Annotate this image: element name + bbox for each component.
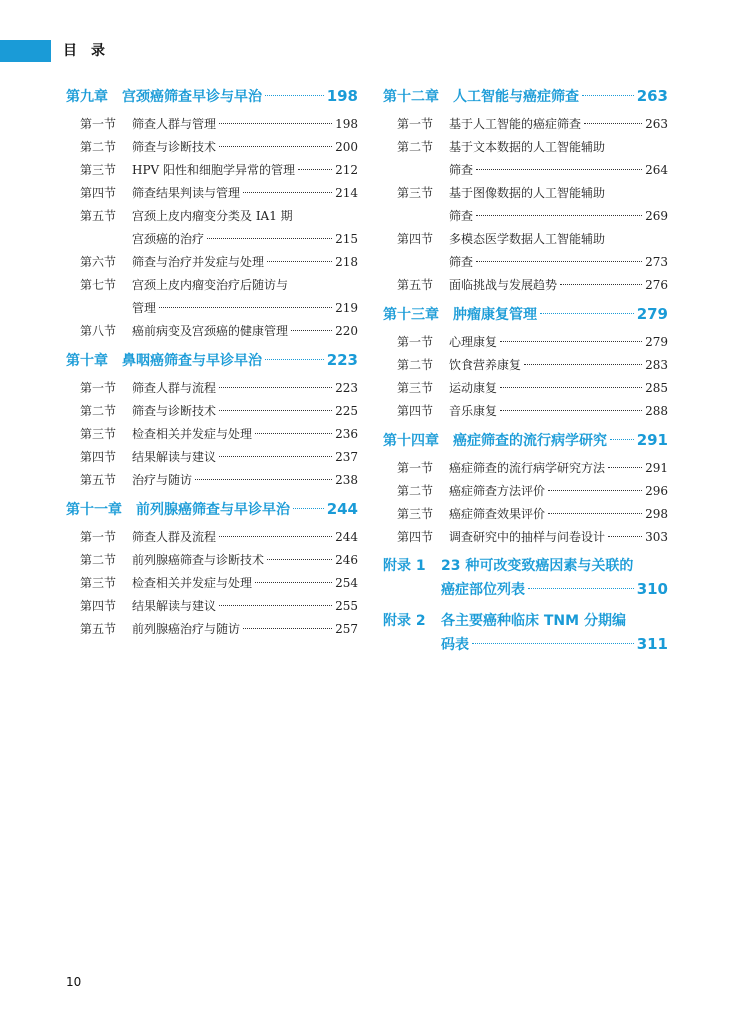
section-entry[interactable] <box>66 446 358 469</box>
leader-dots <box>267 559 332 560</box>
section-line <box>449 377 668 400</box>
section-page: 296 <box>645 484 668 498</box>
section-entry[interactable] <box>383 136 668 182</box>
section-body <box>132 274 358 320</box>
section-page: 288 <box>645 404 668 418</box>
leader-dots <box>293 508 324 509</box>
leader-dots <box>560 284 642 285</box>
section-number: 第五节 <box>80 209 117 223</box>
section-page: 303 <box>645 530 668 544</box>
section-title: 检查相关并发症与处理 <box>132 427 253 441</box>
leader-dots <box>219 387 332 388</box>
leader-dots <box>610 439 634 440</box>
leader-dots <box>219 456 332 457</box>
section-body <box>132 113 358 136</box>
section-title: 筛查结果判读与管理 <box>132 186 241 200</box>
section-body <box>132 526 358 549</box>
leader-dots <box>472 643 634 644</box>
leader-dots <box>548 490 642 491</box>
section-entry[interactable] <box>383 113 668 136</box>
leader-dots <box>528 588 634 589</box>
appendix-number: 附录 1 <box>383 558 426 574</box>
chapter-number: 第十章 <box>66 353 108 369</box>
section-body <box>449 136 668 182</box>
section-title: 多模态医学数据人工智能辅助 <box>449 232 606 246</box>
section-number: 第三节 <box>80 576 117 590</box>
section-line <box>449 274 668 297</box>
chapter-heading[interactable] <box>66 497 358 521</box>
section-title: 筛查与诊断技术 <box>132 140 217 154</box>
section-page: 225 <box>335 404 358 418</box>
section-number: 第二节 <box>397 484 434 498</box>
toc-left-column <box>66 84 358 646</box>
section-page: 200 <box>335 140 358 154</box>
section-page: 291 <box>645 461 668 475</box>
section-line <box>132 159 358 182</box>
section-title: 结果解读与建议 <box>132 599 217 613</box>
leader-dots <box>291 330 332 331</box>
chapter-block <box>66 348 358 492</box>
section-page: 212 <box>335 163 358 177</box>
section-body <box>449 228 668 274</box>
chapter-title: 前列腺癌筛查与早诊早治 <box>136 502 290 518</box>
section-title: 癌症筛查的流行病学研究方法 <box>449 461 606 475</box>
leader-dots <box>540 313 634 314</box>
section-page: 263 <box>645 117 668 131</box>
section-number: 第一节 <box>80 530 117 544</box>
section-body <box>132 595 358 618</box>
section-line <box>132 297 358 320</box>
leader-dots <box>243 628 332 629</box>
section-line <box>132 182 358 205</box>
section-entry[interactable] <box>66 400 358 423</box>
leader-dots <box>500 410 642 411</box>
appendix-title: 码表 <box>441 637 469 653</box>
section-entry[interactable] <box>66 618 358 641</box>
section-line <box>449 400 668 423</box>
section-title: 筛查 <box>449 209 474 223</box>
section-line <box>132 113 358 136</box>
leader-dots <box>265 95 324 96</box>
chapter-page: 279 <box>636 305 668 323</box>
appendix-page: 310 <box>636 580 668 598</box>
section-title: 运动康复 <box>449 381 498 395</box>
toc-right-column <box>383 84 668 665</box>
chapter-title: 人工智能与癌症筛查 <box>453 89 579 105</box>
section-body <box>449 331 668 354</box>
chapter-heading[interactable] <box>383 428 668 452</box>
section-line <box>132 572 358 595</box>
section-entry[interactable] <box>383 400 668 423</box>
section-line <box>132 549 358 572</box>
section-title: 调查研究中的抽样与问卷设计 <box>449 530 606 544</box>
section-number: 第二节 <box>397 358 434 372</box>
section-entry[interactable] <box>383 526 668 549</box>
section-entry[interactable] <box>66 182 358 205</box>
section-body <box>449 503 668 526</box>
section-title: 筛查与诊断技术 <box>132 404 217 418</box>
section-body <box>132 618 358 641</box>
section-entry[interactable] <box>66 469 358 492</box>
leader-dots <box>255 433 332 434</box>
leader-dots <box>608 536 642 537</box>
section-page: 238 <box>335 473 358 487</box>
section-page: 219 <box>335 301 358 315</box>
chapter-title: 鼻咽癌筛查与早诊早治 <box>122 353 262 369</box>
section-title: 筛查人群与管理 <box>132 117 217 131</box>
section-entry[interactable] <box>66 572 358 595</box>
leader-dots <box>243 192 332 193</box>
section-line <box>449 354 668 377</box>
leader-dots <box>476 215 642 216</box>
section-title: HPV 阳性和细胞学异常的管理 <box>132 163 296 177</box>
section-number: 第三节 <box>397 186 434 200</box>
section-body <box>132 251 358 274</box>
section-title: 饮食营养康复 <box>449 358 522 372</box>
leader-dots <box>548 513 642 514</box>
chapter-block <box>66 497 358 641</box>
section-entry[interactable] <box>66 136 358 159</box>
section-entry[interactable] <box>383 331 668 354</box>
section-page: 283 <box>645 358 668 372</box>
chapter-block <box>383 302 668 423</box>
section-page: 264 <box>645 163 668 177</box>
section-line <box>132 274 358 297</box>
section-entry[interactable] <box>66 526 358 549</box>
section-title: 筛查 <box>449 255 474 269</box>
leader-dots <box>500 341 642 342</box>
section-line <box>449 480 668 503</box>
leader-dots <box>207 238 332 239</box>
section-body <box>449 377 668 400</box>
section-title: 宫颈上皮内瘤变治疗后随访与 <box>132 278 289 292</box>
chapter-number: 第九章 <box>66 89 108 105</box>
section-title: 基于文本数据的人工智能辅助 <box>449 140 606 154</box>
section-number: 第三节 <box>397 507 434 521</box>
chapter-page: 244 <box>326 500 358 518</box>
section-line <box>449 205 668 228</box>
section-line <box>132 377 358 400</box>
section-number: 第一节 <box>397 117 434 131</box>
chapter-title: 宫颈癌筛查早诊与早治 <box>122 89 262 105</box>
appendix-body <box>441 555 668 602</box>
leader-dots <box>298 169 332 170</box>
section-page: 237 <box>335 450 358 464</box>
section-body <box>449 457 668 480</box>
section-entry[interactable] <box>66 159 358 182</box>
appendix-title: 癌症部位列表 <box>441 582 525 598</box>
section-line <box>132 618 358 641</box>
section-entry[interactable] <box>383 480 668 503</box>
chapter-number: 第十四章 <box>383 433 439 449</box>
section-title: 结果解读与建议 <box>132 450 217 464</box>
section-body <box>132 159 358 182</box>
section-body <box>132 400 358 423</box>
leader-dots <box>219 410 332 411</box>
section-entry[interactable] <box>383 274 668 297</box>
section-body <box>132 377 358 400</box>
leader-dots <box>219 123 332 124</box>
section-entry[interactable] <box>66 549 358 572</box>
appendix-entry[interactable] <box>383 610 668 657</box>
section-title: 基于图像数据的人工智能辅助 <box>449 186 606 200</box>
section-line <box>132 595 358 618</box>
section-body <box>449 400 668 423</box>
section-line <box>132 446 358 469</box>
chapter-title: 肿瘤康复管理 <box>453 307 537 323</box>
appendix-body <box>441 610 668 657</box>
section-number: 第三节 <box>397 381 434 395</box>
section-number: 第五节 <box>80 473 117 487</box>
section-line <box>132 469 358 492</box>
section-title: 宫颈上皮内瘤变分类及 IA1 期 <box>132 209 293 223</box>
section-page: 285 <box>645 381 668 395</box>
section-line <box>449 136 668 159</box>
section-page: 220 <box>335 324 358 338</box>
chapter-block <box>383 428 668 549</box>
section-title: 筛查人群与流程 <box>132 381 217 395</box>
leader-dots <box>265 359 324 360</box>
section-title: 癌症筛查效果评价 <box>449 507 546 521</box>
section-body <box>449 113 668 136</box>
chapter-title: 癌症筛查的流行病学研究 <box>453 433 607 449</box>
section-entry[interactable] <box>383 228 668 274</box>
appendix-line <box>441 578 668 602</box>
section-line <box>132 423 358 446</box>
appendix-number: 附录 2 <box>383 613 426 629</box>
leader-dots <box>584 123 642 124</box>
appendix-page: 311 <box>636 635 668 653</box>
section-entry[interactable] <box>66 595 358 618</box>
section-page: 218 <box>335 255 358 269</box>
section-entry[interactable] <box>66 113 358 136</box>
chapter-page: 223 <box>326 351 358 369</box>
section-body <box>449 354 668 377</box>
appendix-line <box>441 633 668 657</box>
header-accent-bar <box>0 40 51 62</box>
section-body <box>449 480 668 503</box>
section-line <box>449 113 668 136</box>
section-page: 198 <box>335 117 358 131</box>
leader-dots <box>500 387 642 388</box>
section-page: 298 <box>645 507 668 521</box>
chapter-heading[interactable] <box>383 84 668 108</box>
section-line <box>449 182 668 205</box>
section-line <box>132 400 358 423</box>
page-header-title: 目录 <box>63 43 119 59</box>
section-number: 第六节 <box>80 255 117 269</box>
chapter-number: 第十三章 <box>383 307 439 323</box>
section-number: 第七节 <box>80 278 117 292</box>
chapter-heading[interactable] <box>383 302 668 326</box>
chapter-number: 第十二章 <box>383 89 439 105</box>
leader-dots <box>219 146 332 147</box>
section-body <box>449 274 668 297</box>
section-body <box>132 423 358 446</box>
chapter-page: 198 <box>326 87 358 105</box>
chapter-block <box>66 84 358 343</box>
section-title: 筛查 <box>449 163 474 177</box>
chapter-heading[interactable] <box>66 348 358 372</box>
section-page: 273 <box>645 255 668 269</box>
section-body <box>449 526 668 549</box>
section-number: 第一节 <box>397 335 434 349</box>
section-page: 246 <box>335 553 358 567</box>
leader-dots <box>582 95 634 96</box>
section-line <box>132 205 358 228</box>
section-line <box>132 320 358 343</box>
section-body <box>132 446 358 469</box>
chapter-page: 263 <box>636 87 668 105</box>
section-number: 第四节 <box>397 404 434 418</box>
section-page: 254 <box>335 576 358 590</box>
section-line <box>449 457 668 480</box>
leader-dots <box>608 467 642 468</box>
section-line <box>449 331 668 354</box>
section-title: 前列腺癌筛查与诊断技术 <box>132 553 265 567</box>
chapter-heading[interactable] <box>66 84 358 108</box>
appendix-title: 各主要癌种临床 TNM 分期编 <box>441 613 626 629</box>
section-page: 269 <box>645 209 668 223</box>
leader-dots <box>267 261 332 262</box>
section-entry[interactable] <box>66 320 358 343</box>
page-number: 10 <box>66 975 82 989</box>
section-line <box>132 251 358 274</box>
section-title: 癌前病变及宫颈癌的健康管理 <box>132 324 289 338</box>
section-entry[interactable] <box>66 423 358 446</box>
section-body <box>132 469 358 492</box>
section-entry[interactable] <box>66 205 358 251</box>
section-number: 第八节 <box>80 324 117 338</box>
section-body <box>132 182 358 205</box>
section-page: 223 <box>335 381 358 395</box>
section-number: 第五节 <box>397 278 434 292</box>
section-page: 236 <box>335 427 358 441</box>
section-body <box>132 136 358 159</box>
section-body <box>132 549 358 572</box>
chapter-page: 291 <box>636 431 668 449</box>
section-line <box>132 228 358 251</box>
section-body <box>132 572 358 595</box>
section-number: 第五节 <box>80 622 117 636</box>
leader-dots <box>476 169 642 170</box>
section-line <box>449 159 668 182</box>
section-entry[interactable] <box>66 274 358 320</box>
section-entry[interactable] <box>66 251 358 274</box>
section-line <box>449 526 668 549</box>
section-title: 检查相关并发症与处理 <box>132 576 253 590</box>
section-number: 第四节 <box>80 450 117 464</box>
leader-dots <box>219 536 332 537</box>
section-number: 第三节 <box>80 427 117 441</box>
section-title: 心理康复 <box>449 335 498 349</box>
section-page: 279 <box>645 335 668 349</box>
section-page: 214 <box>335 186 358 200</box>
section-line <box>132 136 358 159</box>
section-number: 第四节 <box>80 186 117 200</box>
section-page: 276 <box>645 278 668 292</box>
section-number: 第二节 <box>80 404 117 418</box>
section-number: 第四节 <box>397 232 434 246</box>
section-title: 宫颈癌的治疗 <box>132 232 205 246</box>
section-title: 筛查人群及流程 <box>132 530 217 544</box>
section-number: 第一节 <box>80 381 117 395</box>
section-title: 治疗与随访 <box>132 473 193 487</box>
section-entry[interactable] <box>383 457 668 480</box>
section-title: 筛查与治疗并发症与处理 <box>132 255 265 269</box>
section-page: 257 <box>335 622 358 636</box>
section-line <box>449 251 668 274</box>
section-page: 244 <box>335 530 358 544</box>
section-line <box>449 228 668 251</box>
section-entry[interactable] <box>66 377 358 400</box>
section-body <box>132 320 358 343</box>
section-page: 215 <box>335 232 358 246</box>
section-number: 第三节 <box>80 163 117 177</box>
section-body <box>132 205 358 251</box>
section-title: 前列腺癌治疗与随访 <box>132 622 241 636</box>
chapter-block <box>383 84 668 297</box>
leader-dots <box>219 605 332 606</box>
section-title: 管理 <box>132 301 157 315</box>
section-line <box>449 503 668 526</box>
section-number: 第二节 <box>397 140 434 154</box>
leader-dots <box>195 479 332 480</box>
appendix-line <box>441 610 668 633</box>
leader-dots <box>159 307 332 308</box>
leader-dots <box>476 261 642 262</box>
section-number: 第二节 <box>80 553 117 567</box>
appendix-line <box>441 555 668 578</box>
section-number: 第一节 <box>397 461 434 475</box>
leader-dots <box>255 582 332 583</box>
section-title: 面临挑战与发展趋势 <box>449 278 558 292</box>
section-line <box>132 526 358 549</box>
appendix-title: 23 种可改变致癌因素与关联的 <box>441 558 634 574</box>
section-entry[interactable] <box>383 182 668 228</box>
section-number: 第一节 <box>80 117 117 131</box>
section-entry[interactable] <box>383 503 668 526</box>
section-page: 255 <box>335 599 358 613</box>
section-body <box>449 182 668 228</box>
section-title: 基于人工智能的癌症筛查 <box>449 117 582 131</box>
section-title: 音乐康复 <box>449 404 498 418</box>
section-entry[interactable] <box>383 354 668 377</box>
section-number: 第四节 <box>397 530 434 544</box>
appendix-entry[interactable] <box>383 555 668 602</box>
section-number: 第四节 <box>80 599 117 613</box>
chapter-number: 第十一章 <box>66 502 122 518</box>
section-entry[interactable] <box>383 377 668 400</box>
section-title: 癌症筛查方法评价 <box>449 484 546 498</box>
section-number: 第二节 <box>80 140 117 154</box>
leader-dots <box>524 364 642 365</box>
